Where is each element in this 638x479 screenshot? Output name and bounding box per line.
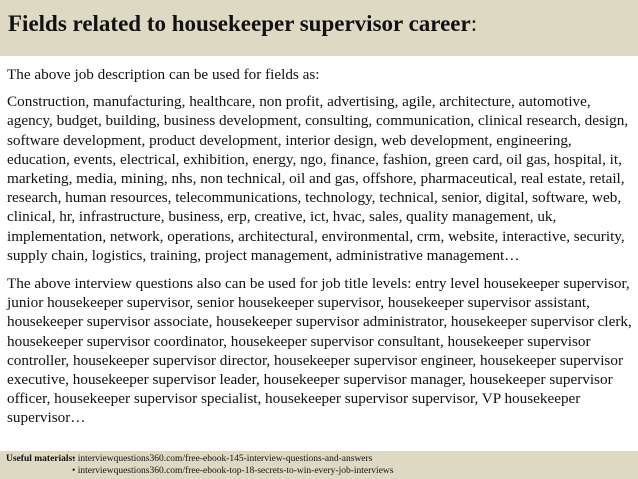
footer-link-ebook-145[interactable]: • interviewquestions360.com/free-ebook-145-interview-questions-and-answers — [72, 454, 373, 464]
levels-paragraph: The above interview questions also can be used for job title levels: entry level housekeeper supervisor, junior housekeeper supervisor, senior housekeeper supervisor, housekeeper supervisor assistant, housekeeper supervisor associate, housekeeper supervisor administrator, housekeeper supervisor clerk, housekeeper supervisor coordinator, housekeeper supervisor consultant, housekeeper supervisor controller, housekeeper supervisor director, housekeeper supervisor engineer, housekeeper supervisor executive, housekeeper supervisor leader, housekeeper supervisor manager, housekeeper supervisor officer, housekeeper supervisor specialist, housekeeper supervisor supervisor, VP housekeeper supervisor… — [7, 275, 632, 427]
title-bar — [0, 0, 638, 56]
footer-label-spacer — [6, 465, 72, 477]
footer-row-2 — [6, 465, 632, 477]
footer-label: Useful materials: — [6, 454, 76, 464]
title-colon: : — [470, 11, 478, 36]
page-title-text: Fields related to housekeeper supervisor career — [8, 11, 471, 36]
page-title — [8, 10, 630, 38]
fields-paragraph: Construction, manufacturing, healthcare, non profit, advertising, agile, architecture, automotive, agency, budget, building, business development, consulting, communication, clinical research, design, software development, product development, interior design, web development, engineering, education, events, electrical, exhibition, energy, ngo, finance, fashion, green card, oil gas, hospital, it, marketing, media, mining, nhs, non technical, oil and gas, offshore, pharmaceutical, real estate, retail, research, human resources, telecommunications, technology, technical, senior, digital, software, web, clinical, hr, infrastructure, business, erp, creative, ict, hvac, sales, quality management, uk, implementation, network, operations, architectural, environmental, crm, website, interactive, security, supply chain, logistics, training, project management, administrative management… — [7, 93, 629, 264]
footer-row-1 — [6, 453, 632, 465]
footer-bar — [0, 451, 638, 479]
footer-link-ebook-top-18[interactable]: • interviewquestions360.com/free-ebook-top-18-secrets-to-win-every-job-interviews — [72, 466, 394, 476]
intro-paragraph: The above job description can be used for fields as: — [7, 66, 320, 83]
content-body — [7, 65, 633, 428]
